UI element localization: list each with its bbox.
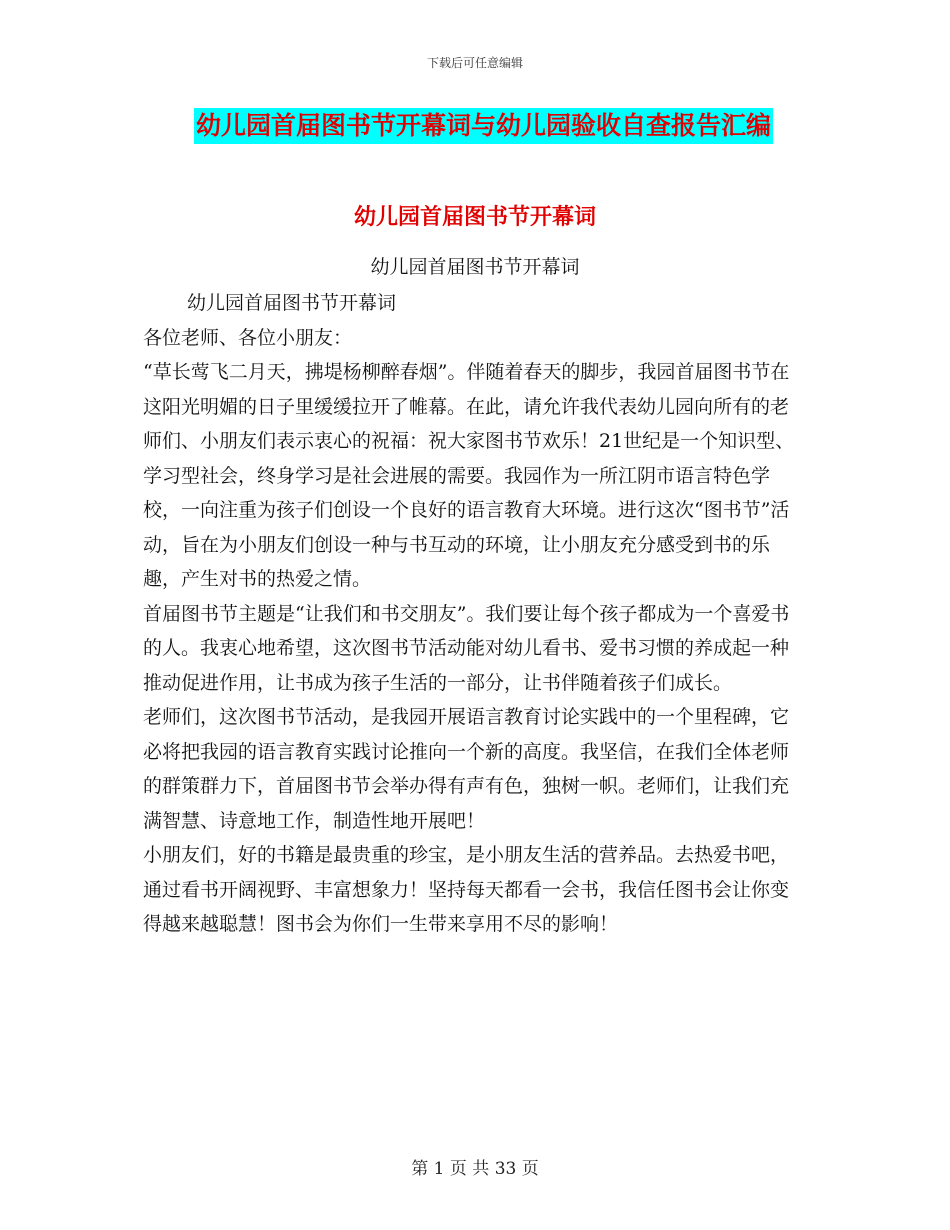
header-note: 下载后可任意编辑 xyxy=(426,56,523,70)
paragraph-salutation: 各位老师、各位小朋友： xyxy=(143,326,353,349)
section-subtitle: 幼儿园首届图书节开幕词 xyxy=(370,256,580,278)
paragraph: 小朋友们，好的书籍是最贵重的珍宝，是小朋友生活的营养品。去热爱书吧，通过看书开阔视野、丰富想象力！坚持每天都看一会书，我信任图书会让你变得越来越聪慧！图书会为你们一生带来享用不尽的影响！ xyxy=(143,844,790,935)
paragraph: 老师们，这次图书节活动，是我园开展语言教育讨论实践中的一个里程碑，它必将把我园的语言教育实践讨论推向一个新的高度。我坚信，在我们全体老师的群策群力下，首届图书节会举办得有声有色，独树一帜。老师们，让我们充满智慧、诗意地工作，制造性地开展吧！ xyxy=(143,706,790,832)
page-number: 第 1 页 共 33 页 xyxy=(411,1159,539,1179)
paragraph: “草长莺飞二月天，拂堤杨柳醉春烟”。伴随着春天的脚步，我园首届图书节在这阳光明媚的日子里缓缓拉开了帷幕。在此，请允许我代表幼儿园向所有的老师们、小朋友们表示衷心的祝福：祝大家图书节欢乐！21世纪是一个知识型、学习型社会，终身学习是社会进展的需要。我园作为一所江阴市语言特色学校，一向注重为孩子们创设一个良好的语言教育大环境。进行这次“图书节”活动，旨在为小朋友们创设一种与书互动的环境，让小朋友充分感受到书的乐趣，产生对书的热爱之情。 xyxy=(143,361,795,590)
paragraph-heading: 幼儿园首届图书节开幕词 xyxy=(187,292,397,314)
document-body xyxy=(143,286,803,942)
paragraph: 首届图书节主题是“让我们和书交朋友”。我们要让每个孩子都成为一个喜爱书的人。我衷心地希望，这次图书节活动能对幼儿看书、爱书习惯的养成起一种推动促进作用，让书成为孩子生活的一部分，让书伴随着孩子们成长。 xyxy=(143,602,790,694)
section-title: 幼儿园首届图书节开幕词 xyxy=(353,205,596,230)
document-title: 幼儿园首届图书节开幕词与幼儿园验收自查报告汇编 xyxy=(194,108,773,144)
